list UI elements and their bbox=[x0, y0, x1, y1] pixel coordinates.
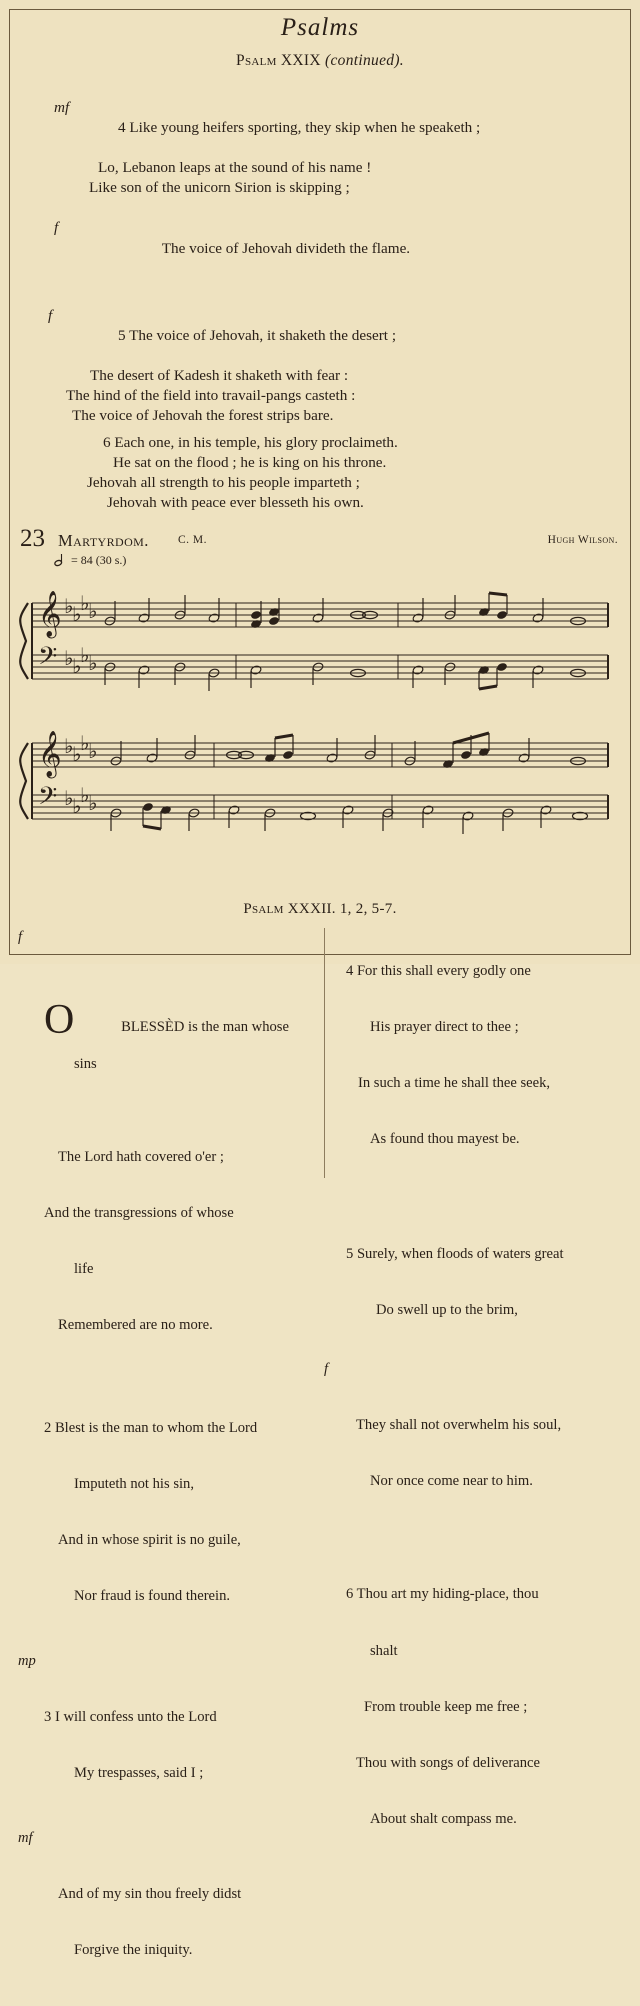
dynamic-mark-f: f bbox=[54, 219, 59, 237]
hymn-line: 4 For this shall every godly one bbox=[346, 962, 531, 979]
dynamic-mark-f: f bbox=[48, 306, 53, 324]
hymn-line: 2 Blest is the man to whom the Lord bbox=[44, 1419, 258, 1436]
stanza bbox=[18, 1652, 316, 1820]
verse-text: The hind of the field into travail-pangs casteth : bbox=[66, 386, 356, 404]
svg-text:♭: ♭ bbox=[72, 794, 82, 819]
svg-text:♭: ♭ bbox=[88, 651, 98, 676]
hymn-text-columns bbox=[18, 924, 622, 2006]
verse-text: Jehovah all strength to his people imparteth ; bbox=[87, 474, 360, 492]
tune-meter: C. M. bbox=[178, 534, 208, 547]
svg-text:♭: ♭ bbox=[72, 654, 82, 679]
hymn-number: 23 bbox=[20, 525, 45, 553]
verse-text: 4 Like young heifers sporting, they skip when he speaketh ; bbox=[117, 119, 481, 137]
verse-text: 5 The voice of Jehovah, it shaketh the desert ; bbox=[117, 326, 397, 344]
tune-composer: Hugh Wilson. bbox=[547, 534, 618, 547]
hymn-line: 5 Surely, when floods of waters great bbox=[346, 1246, 564, 1263]
verse-text: The desert of Kadesh it shaketh with fear : bbox=[90, 366, 349, 384]
dynamic-mark-mp: mp bbox=[18, 1652, 36, 1669]
verse-text: The voice of Jehovah divideth the flame. bbox=[161, 239, 411, 257]
stanza bbox=[346, 1208, 618, 1357]
svg-text:♭: ♭ bbox=[80, 783, 90, 808]
verse-line bbox=[90, 366, 622, 386]
stanza bbox=[346, 924, 618, 1185]
brace-1 bbox=[20, 603, 28, 679]
right-column bbox=[320, 924, 622, 2006]
verse-text: Like son of the unicorn Sirion is skipping ; bbox=[89, 179, 350, 197]
stanza bbox=[18, 1829, 316, 1997]
svg-text:♭: ♭ bbox=[80, 643, 90, 668]
tempo-marking bbox=[54, 553, 126, 568]
stanza bbox=[346, 1548, 618, 1865]
verse-line bbox=[66, 386, 622, 406]
psalm-29-verses bbox=[18, 78, 622, 513]
key-signature bbox=[64, 591, 97, 818]
music-notation bbox=[18, 583, 622, 893]
treble-clef-2: 𝄞 bbox=[38, 731, 62, 778]
stanza bbox=[18, 924, 316, 1372]
psalm-32-heading: Psalm XXXII. 1, 2, 5-7. bbox=[243, 901, 397, 918]
hymn-line: 6 Thou art my hiding-place, thou bbox=[346, 1586, 539, 1603]
svg-text:♭: ♭ bbox=[88, 599, 98, 624]
half-note-icon bbox=[54, 553, 68, 567]
staff-system-1-treble bbox=[32, 603, 608, 627]
music-staves-svg bbox=[18, 583, 622, 893]
hymn-line: shalt bbox=[370, 1642, 398, 1659]
svg-text:♭: ♭ bbox=[72, 602, 82, 627]
hymn-line: 3 I will confess unto the Lord bbox=[44, 1708, 217, 1725]
hymn-line: The Lord hath covered o'er ; bbox=[58, 1149, 224, 1166]
staff-system-1-bass bbox=[32, 655, 608, 679]
svg-text:♭: ♭ bbox=[88, 739, 98, 764]
verse-text: 6 Each one, in his temple, his glory proclaimeth. bbox=[103, 434, 398, 452]
svg-text:♭: ♭ bbox=[80, 731, 90, 756]
verse-text: Lo, Lebanon leaps at the sound of his name ! bbox=[98, 159, 372, 177]
verse-line bbox=[89, 178, 622, 198]
verse-line bbox=[54, 78, 622, 158]
svg-text:♭: ♭ bbox=[80, 591, 90, 616]
brace-2 bbox=[20, 743, 28, 819]
hymn-line: Nor fraud is found therein. bbox=[74, 1587, 231, 1604]
drop-cap: O bbox=[44, 997, 75, 1043]
notes-system-1 bbox=[104, 593, 585, 691]
tune-name: Martyrdom. bbox=[58, 531, 149, 551]
bass-clef-1: 𝄢 bbox=[38, 642, 58, 678]
svg-text:♭: ♭ bbox=[72, 742, 82, 767]
svg-text:♭: ♭ bbox=[64, 786, 74, 811]
hymn-line: life bbox=[74, 1261, 94, 1278]
verse-line bbox=[72, 406, 622, 426]
svg-text:♭: ♭ bbox=[64, 646, 74, 671]
dynamic-mark-f: f bbox=[18, 929, 23, 946]
svg-text:♭: ♭ bbox=[88, 791, 98, 816]
verse-line bbox=[54, 198, 622, 278]
hymn-line: My trespasses, said I ; bbox=[74, 1764, 204, 1781]
hymn-line: His prayer direct to thee ; bbox=[370, 1018, 519, 1035]
verse-text: Jehovah with peace ever blesseth his own. bbox=[107, 494, 364, 512]
dynamic-mark-mf: mf bbox=[18, 1829, 33, 1846]
hymn-line: And in whose spirit is no guile, bbox=[58, 1531, 241, 1548]
hymn-line: They shall not overwhelm his soul, bbox=[356, 1417, 562, 1434]
bass-clef-2: 𝄢 bbox=[38, 782, 58, 818]
verse-line bbox=[113, 453, 622, 473]
hymn-line: Forgive the iniquity. bbox=[74, 1941, 193, 1958]
verse-line bbox=[103, 433, 622, 453]
tempo-text: = 84 (30 s.) bbox=[71, 553, 127, 568]
psalm-heading-paren: (continued). bbox=[325, 52, 404, 69]
dynamic-mark-f: f bbox=[324, 1361, 329, 1378]
verse-text: The voice of Jehovah the forest strips bare. bbox=[72, 407, 334, 424]
verse-line bbox=[107, 493, 622, 513]
barlines bbox=[214, 603, 398, 819]
psalm-heading bbox=[18, 52, 622, 70]
treble-clef-1: 𝄞 bbox=[38, 591, 62, 638]
svg-text:♭: ♭ bbox=[64, 734, 74, 759]
hymn-line: In such a time he shall thee seek, bbox=[358, 1074, 551, 1091]
left-column bbox=[18, 924, 320, 2006]
psalm-heading-main: Psalm XXIX bbox=[236, 52, 321, 69]
verse-block bbox=[54, 78, 622, 279]
stanza bbox=[18, 1381, 316, 1642]
hymn-line: Nor once come near to him. bbox=[370, 1473, 533, 1490]
verse-line bbox=[48, 286, 622, 366]
hymn-line: Do swell up to the brim, bbox=[376, 1302, 518, 1319]
hymn-line: Remembered are no more. bbox=[58, 1317, 213, 1334]
tune-header bbox=[18, 525, 622, 568]
dynamic-mark-mf: mf bbox=[54, 99, 70, 117]
hymn-line: Imputeth not his sin, bbox=[74, 1475, 194, 1492]
hymn-line: BLESSÈD is the man whose bbox=[121, 1018, 289, 1035]
hymn-line: From trouble keep me free ; bbox=[364, 1698, 528, 1715]
svg-text:♭: ♭ bbox=[64, 594, 74, 619]
verse-text: He sat on the flood ; he is king on his throne. bbox=[113, 454, 387, 472]
verse-line bbox=[98, 158, 622, 178]
hymn-line: As found thou mayest be. bbox=[370, 1130, 520, 1147]
hymn-line: And of my sin thou freely didst bbox=[58, 1885, 242, 1902]
hymn-line: sins bbox=[74, 1056, 97, 1073]
stanza bbox=[324, 1360, 618, 1528]
verse-block bbox=[87, 433, 622, 513]
hymn-line: Thou with songs of deliverance bbox=[356, 1754, 540, 1771]
hymn-line: About shalt compass me. bbox=[370, 1810, 517, 1827]
running-head: Psalms bbox=[280, 14, 360, 41]
hymn-line: And the transgressions of whose bbox=[44, 1205, 234, 1222]
verse-block bbox=[48, 286, 622, 426]
verse-line bbox=[87, 473, 622, 493]
